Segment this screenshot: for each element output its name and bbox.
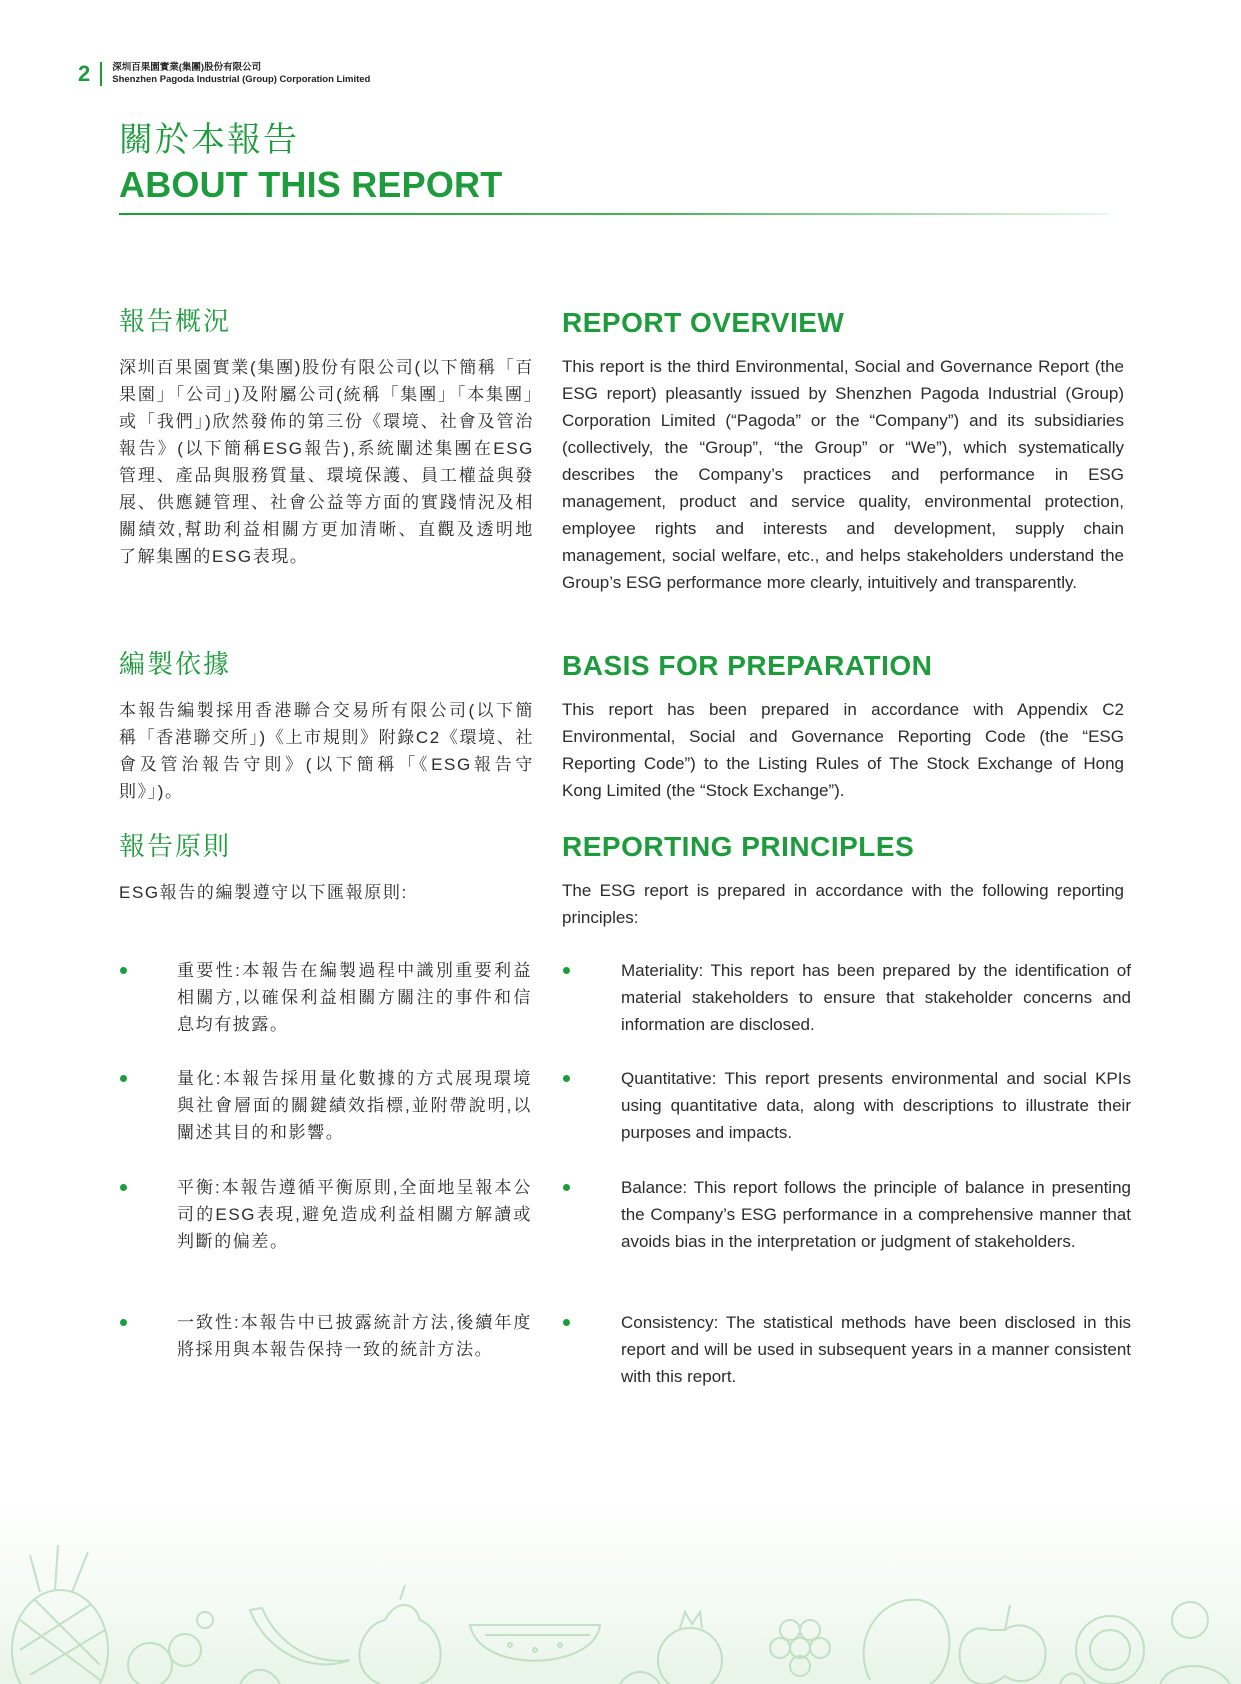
company-name [112,62,370,86]
page-title-en: ABOUT THIS REPORT [119,164,503,205]
bullet-icon [563,1319,570,1326]
bullet-icon [563,1075,570,1082]
principles-section-en [562,830,1124,931]
bullet-icon [563,967,570,974]
basis-section-en [562,649,1124,804]
page-title-zh: 關於本報告 [119,121,299,159]
principle-text-en: Balance: This report follows the principle of balance in presenting the Company’s ESG performance in a comprehensive manner that avoids bias in the interpretation or judgment of stakeholders. [621,1178,1131,1251]
principles-section-zh [119,829,534,906]
fruit-line-art-icon [0,1500,1241,1684]
overview-section-zh [119,304,534,570]
principles-heading-en: REPORTING PRINCIPLES [562,831,915,862]
overview-text-zh: 深圳百果園實業(集團)股份有限公司(以下簡稱「百果園」「公司」)及附屬公司(統稱「集團」「本集團」或「我們」)欣然發佈的第三份《環境、社會及管治報告》(以下簡稱ESG報告),系統闡述集團在ESG管理、產品與服務質量、環境保護、員工權益與發展、供應鏈管理、社會公益等方面的實踐情況及相關績效,幫助利益相關方更加清晰、直觀及透明地了解集團的ESG表現。 [119,358,534,566]
list-item [120,957,532,1038]
overview-section-en [562,306,1124,596]
list-item [120,1065,532,1146]
principle-text-zh: 一致性:本報告中已披露統計方法,後續年度將採用與本報告保持一致的統計方法。 [177,1313,532,1359]
principle-text-zh: 平衡:本報告遵循平衡原則,全面地呈報本公司的ESG表現,避免造成利益相關方解讀或判斷的偏差。 [177,1178,532,1251]
basis-heading-en: BASIS FOR PREPARATION [562,650,933,681]
principle-text-en: Materiality: This report has been prepared by the identification of material stakeholders to ensure that stakeholder concerns and information are disclosed. [621,961,1131,1034]
principle-text-en: Consistency: The statistical methods have been disclosed in this report and will be used in subsequent years in a manner consistent with this report. [621,1313,1131,1386]
bullet-icon [120,1319,127,1326]
basis-text-en: This report has been prepared in accordance with Appendix C2 Environmental, Social and Governance Reporting Code (the “ESG Reporting Code”) to the Listing Rules of The Stock Exchange of Hong Kong Limited (the “Stock Exchange”). [562,700,1124,800]
principles-intro-en: The ESG report is prepared in accordance with the following reporting principles: [562,881,1124,927]
list-item [120,1309,532,1363]
principle-text-zh: 量化:本報告採用量化數據的方式展現環境與社會層面的關鍵績效指標,並附帶說明,以闡述其目的和影響。 [177,1069,532,1142]
list-item [120,1174,532,1255]
overview-text-en: This report is the third Environmental, Social and Governance Report (the ESG report) pleasantly issued by Shenzhen Pagoda Industrial (Group) Corporation Limited (“Pagoda” or the “Company”) and its subsidiaries (collectively, the “Group”, “the Group” or “We”), which systematically describes the Company’s practices and performance in ESG management, product and service quality, environmental protection, employee rights and interests and development, supply chain management, social welfare, etc., and helps stakeholders understand the Group’s ESG performance more clearly, intuitively and transparently. [562,357,1124,592]
principle-text-zh: 重要性:本報告在編製過程中識別重要利益相關方,以確保利益相關方關注的事件和信息均有披露。 [177,961,532,1034]
bullet-icon [563,1184,570,1191]
principles-heading-zh: 報告原則 [119,831,232,861]
list-item [563,1065,1131,1146]
principle-text-en: Quantitative: This report presents environmental and social KPIs using quantitative data, along with descriptions to illustrate their purposes and impacts. [621,1069,1131,1142]
page-title [119,118,502,208]
list-item [563,957,1131,1038]
header-divider [100,62,102,86]
basis-section-zh [119,647,534,805]
title-underline [119,213,1109,215]
page-number: 2 [78,61,91,86]
overview-heading-en: REPORT OVERVIEW [562,307,845,338]
bullet-icon [120,1184,127,1191]
list-item [563,1174,1131,1255]
company-name-en: Shenzhen Pagoda Industrial (Group) Corporation Limited [112,74,371,85]
bullet-icon [120,1075,127,1082]
basis-heading-zh: 編製依據 [119,649,232,679]
basis-text-zh: 本報告編製採用香港聯合交易所有限公司(以下簡稱「香港聯交所」)《上市規則》附錄C2《環境、社會及管治報告守則》(以下簡稱「《ESG報告守則》」)。 [119,701,534,801]
fruit-illustration-footer [0,1500,1241,1684]
list-item [563,1309,1131,1390]
company-name-zh: 深圳百果園實業(集團)股份有限公司 [112,62,262,73]
page-header [78,60,370,88]
overview-heading-zh: 報告概況 [119,306,232,336]
bullet-icon [120,967,127,974]
principles-intro-zh: ESG報告的編製遵守以下匯報原則: [119,883,408,902]
